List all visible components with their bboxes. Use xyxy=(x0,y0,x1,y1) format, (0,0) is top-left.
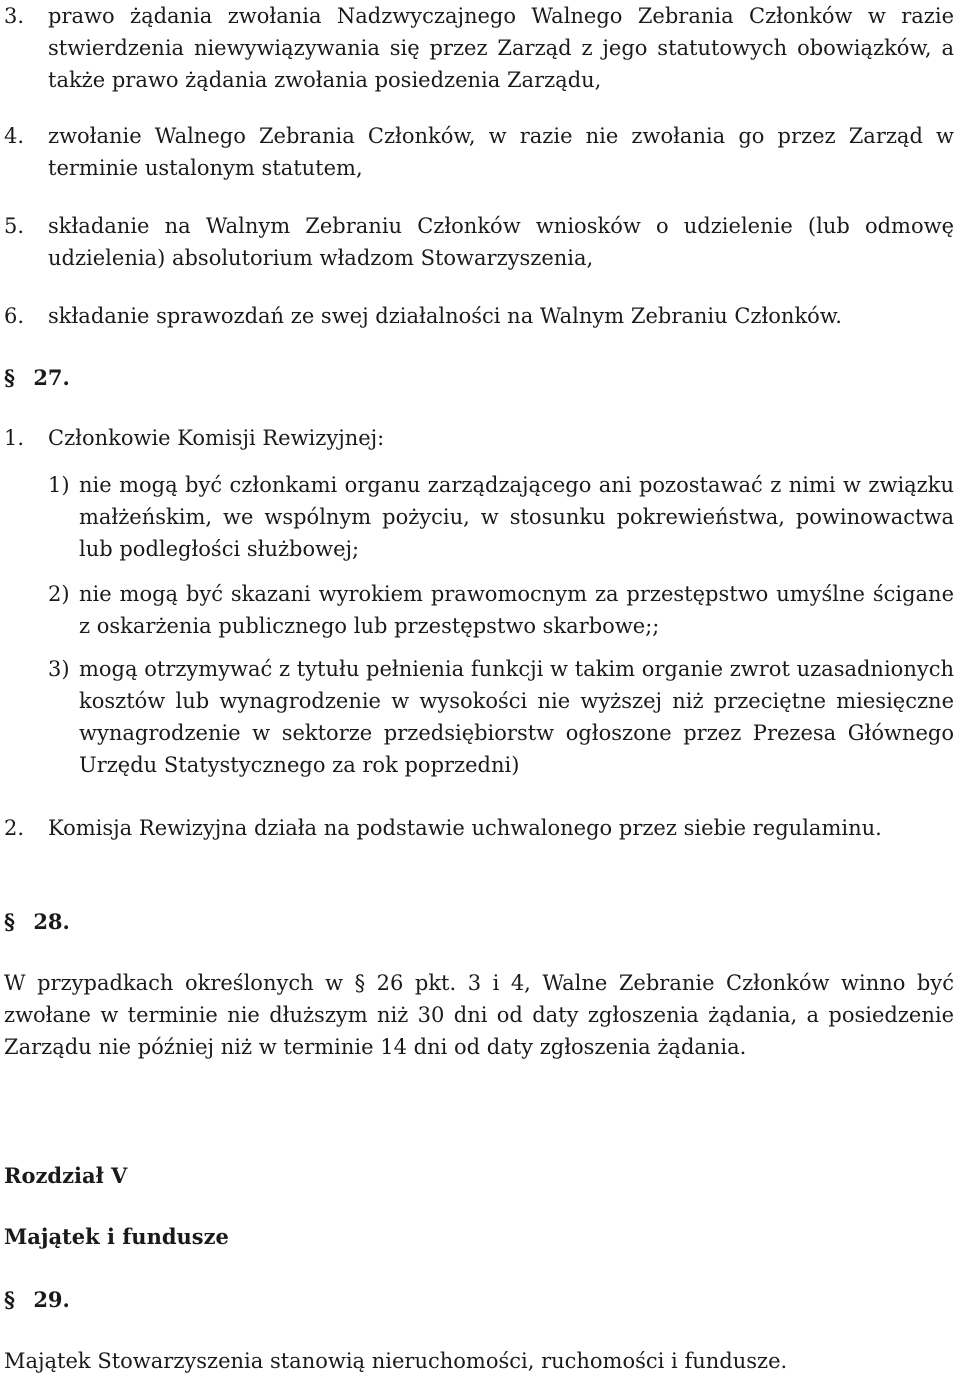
list-item-text: Komisja Rewizyjna działa na podstawie uchwalonego przez siebie regulaminu. xyxy=(48,816,882,840)
list-item-text: składanie na Walnym Zebraniu Członków wniosków o udzielenie (lub odmowę udzielenia) absolutorium władzom Stowarzyszenia, xyxy=(48,214,954,270)
list-item-number: 1. xyxy=(4,426,25,450)
list-item-number: 3. xyxy=(4,4,25,28)
section-sign: § xyxy=(4,1287,15,1312)
list-item-text: prawo żądania zwołania Nadzwyczajnego Walnego Zebrania Członków w razie stwierdzenia niewywiązywania się przez Zarząd z jego statutowych obowiązków, a także prawo żądania zwołania posiedzenia Zarządu, xyxy=(48,4,954,92)
section-heading-27 xyxy=(4,362,70,394)
sub-list-item-number: 2) xyxy=(48,582,70,606)
chapter-title: Rozdział V xyxy=(4,1163,128,1188)
list-item-text: zwołanie Walnego Zebrania Członków, w razie nie zwołania go przez Zarząd w terminie ustalonym statutem, xyxy=(48,124,954,180)
chapter-subtitle: Majątek i fundusze xyxy=(4,1224,229,1249)
list-item-number: 5. xyxy=(4,214,25,238)
section-heading-28 xyxy=(4,906,70,938)
list-item-text: Członkowie Komisji Rewizyjnej: xyxy=(48,426,385,450)
paragraph-text: W przypadkach określonych w § 26 pkt. 3 i 4, Walne Zebranie Członków winno być zwołane w terminie nie dłuższym niż 30 dni od daty zgłoszenia żądania, a posiedzenie Zarządu nie później niż w terminie 14 dni od daty zgłoszenia żądania. xyxy=(4,971,954,1059)
section-sign: § xyxy=(4,365,15,390)
section-sign: § xyxy=(4,909,15,934)
section-number: 27. xyxy=(33,365,70,390)
list-item-number: 6. xyxy=(4,304,25,328)
sub-list-item-number: 3) xyxy=(48,657,70,681)
sub-list-item-text: nie mogą być członkami organu zarządzającego ani pozostawać z nimi w związku małżeńskim, we wspólnym pożyciu, w stosunku pokrewieństwa, powinowactwa lub podległości służbowej; xyxy=(79,473,954,561)
sub-list-item-text: mogą otrzymywać z tytułu pełnienia funkcji w takim organie zwrot uzasadnionych kosztów lub wynagrodzenie w wysokości nie wyższej niż przeciętne miesięczne wynagrodzenie w sektorze przedsiębiorstw ogłoszone przez Prezesa Głównego Urzędu Statystycznego za rok poprzedni) xyxy=(79,657,954,777)
list-item-number: 2. xyxy=(4,816,25,840)
list-item-number: 4. xyxy=(4,124,25,148)
section-number: 29. xyxy=(33,1287,70,1312)
section-number: 28. xyxy=(33,909,70,934)
section-heading-29 xyxy=(4,1284,70,1316)
list-item-text: składanie sprawozdań ze swej działalności na Walnym Zebraniu Członków. xyxy=(48,304,842,328)
paragraph-text: Majątek Stowarzyszenia stanowią nieruchomości, ruchomości i fundusze. xyxy=(4,1349,788,1373)
sub-list-item-number: 1) xyxy=(48,473,70,497)
sub-list-item-text: nie mogą być skazani wyrokiem prawomocnym za przestępstwo umyślne ścigane z oskarżenia publicznego lub przestępstwo skarbowe;; xyxy=(79,582,954,638)
